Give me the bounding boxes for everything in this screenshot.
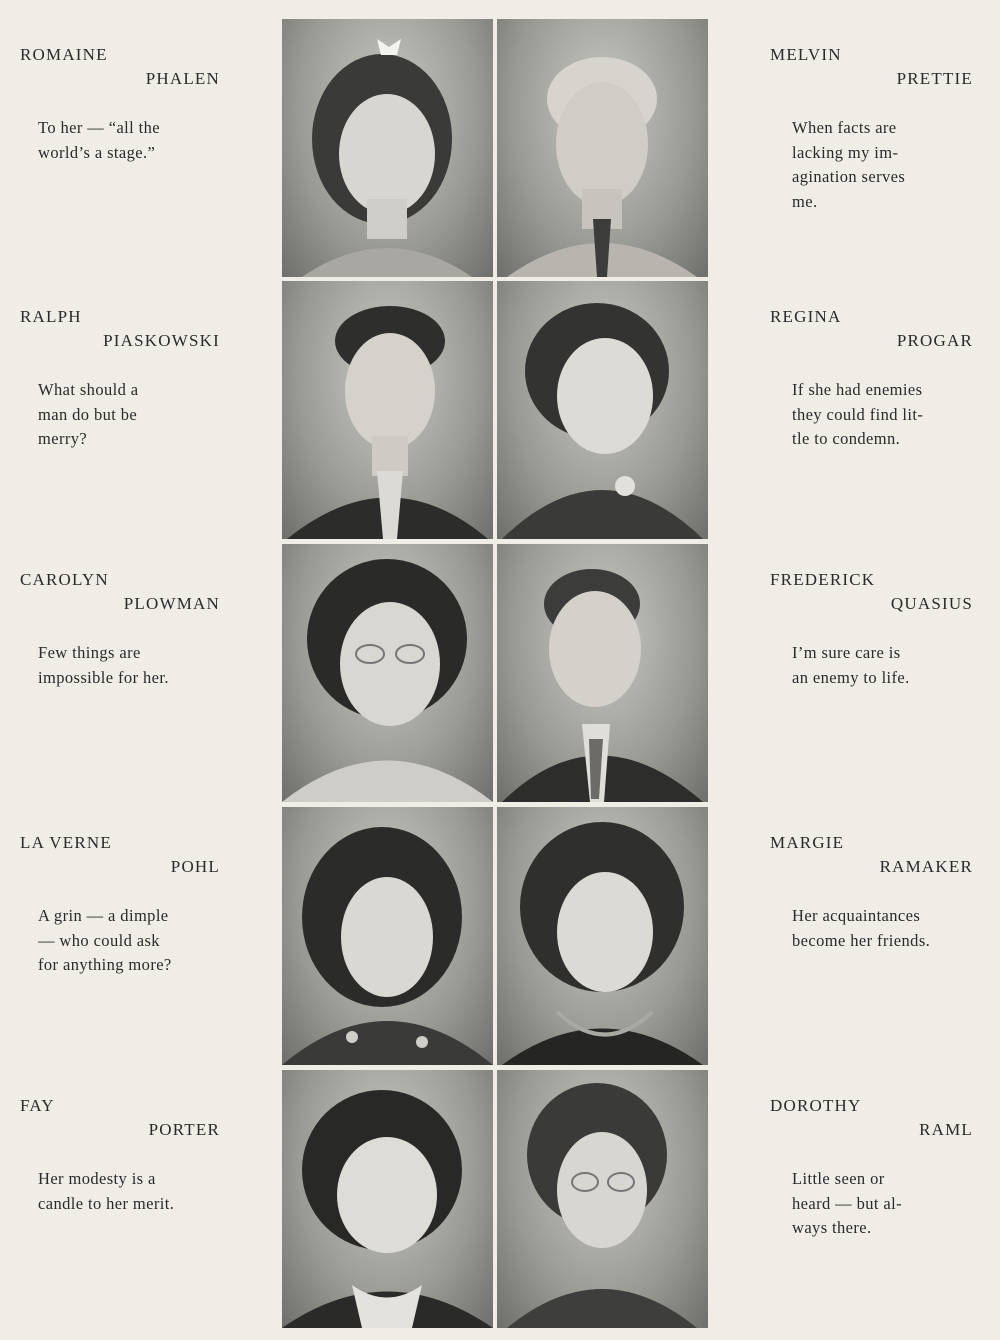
student-last-name: PHALEN (145, 69, 220, 88)
student-quote: What should a man do but be merry? (38, 380, 139, 448)
student-portrait-photo (497, 544, 708, 802)
student-first-name: ROMAINE (20, 45, 108, 64)
student-first-name: FREDERICK (770, 570, 876, 589)
student-first-name: MARGIE (770, 833, 845, 852)
student-row (0, 19, 1000, 281)
student-portrait-photo (497, 1070, 708, 1328)
student-first-name: MELVIN (770, 45, 842, 64)
student-quote: Her modesty is a candle to her merit. (38, 1169, 175, 1213)
student-first-name: RALPH (20, 307, 82, 326)
student-last-name: PRETTIE (896, 69, 973, 88)
student-row (0, 544, 1000, 806)
student-last-name: QUASIUS (890, 594, 973, 613)
student-last-name: PIASKOWSKI (103, 331, 220, 350)
student-quote: I’m sure care is an enemy to life. (792, 643, 910, 687)
student-row (0, 1070, 1000, 1332)
student-last-name: PROGAR (896, 331, 973, 350)
student-last-name: RAMAKER (879, 857, 973, 876)
student-first-name: LA VERNE (20, 833, 112, 852)
student-portrait-photo (497, 19, 708, 277)
student-last-name: POHL (170, 857, 220, 876)
student-portrait-photo (282, 1070, 493, 1328)
student-quote: Little seen or heard — but al- ways there. (792, 1169, 903, 1237)
student-portrait-photo (497, 807, 708, 1065)
student-portrait-photo (282, 544, 493, 802)
student-last-name: PLOWMAN (123, 594, 220, 613)
student-first-name: DOROTHY (770, 1096, 862, 1115)
student-first-name: CAROLYN (20, 570, 109, 589)
student-first-name: FAY (20, 1096, 55, 1115)
student-row (0, 807, 1000, 1069)
student-quote: When facts are lacking my im- agination serves me. (792, 118, 906, 211)
student-quote: Few things are impossible for her. (38, 643, 169, 687)
student-last-name: RAML (919, 1120, 973, 1139)
student-last-name: PORTER (148, 1120, 220, 1139)
student-portrait-photo (497, 281, 708, 539)
student-first-name: REGINA (770, 307, 842, 326)
student-quote: Her acquaintances become her friends. (792, 906, 931, 950)
student-row (0, 281, 1000, 543)
student-portrait-photo (282, 807, 493, 1065)
student-quote: A grin — a dimple — who could ask for anything more? (38, 906, 172, 974)
student-quote: If she had enemies they could find lit- tle to condemn. (792, 380, 924, 448)
student-portrait-photo (282, 19, 493, 277)
student-portrait-photo (282, 281, 493, 539)
student-quote: To her — “all the world’s a stage.” (38, 118, 161, 162)
